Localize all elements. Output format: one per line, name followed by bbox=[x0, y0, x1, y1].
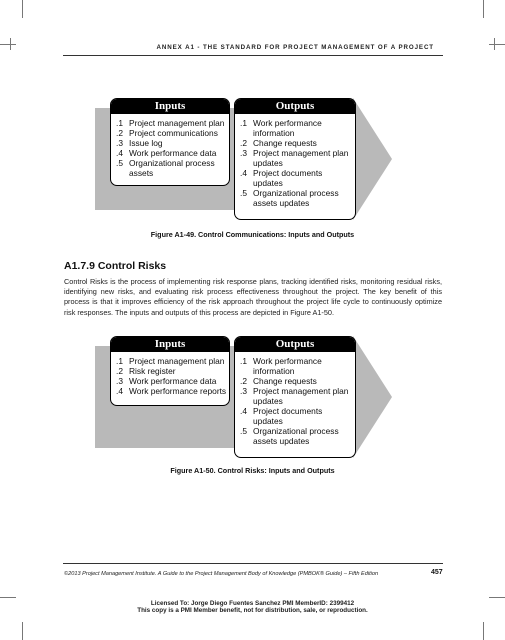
header-rule bbox=[63, 55, 443, 56]
item-number: .4 bbox=[116, 148, 123, 158]
section-body: Control Risks is the process of implementing risk response plans, tracking identified risks, monitoring residual risks, identifying new risks, and evaluating risk process effectiveness throughout the project. The key benefit of this process is that it improves efficiency of the risk approach throughout the project life cycle to continuously optimize risk responses. The inputs and outputs of this process are depicted in Figure A1-50. bbox=[64, 277, 442, 317]
list-item bbox=[235, 188, 355, 198]
item-number: .2 bbox=[116, 128, 123, 138]
item-number: .5 bbox=[240, 426, 247, 436]
outputs-title: Outputs bbox=[235, 337, 355, 352]
item-number: .3 bbox=[116, 138, 123, 148]
item-text: Risk register bbox=[129, 366, 176, 376]
figure-caption: Figure A1-49. Control Communications: Inputs and Outputs bbox=[150, 230, 355, 239]
item-number: .3 bbox=[240, 386, 247, 396]
item-text: Project management plan bbox=[129, 118, 225, 128]
item-text: Change requests bbox=[253, 376, 317, 386]
item-number: .1 bbox=[116, 356, 123, 366]
inputs-title: Inputs bbox=[111, 337, 229, 352]
list-item bbox=[235, 416, 355, 426]
list-item bbox=[111, 356, 229, 366]
list-item bbox=[235, 118, 355, 128]
list-item bbox=[235, 406, 355, 416]
item-text: Work performance reports bbox=[129, 386, 227, 396]
license-line: Licensed To: Jorge Diego Fuentes Sanchez PMI MemberID: 2399412 bbox=[150, 600, 355, 607]
item-number: .4 bbox=[116, 386, 123, 396]
item-text: Work performance bbox=[253, 118, 322, 128]
list-item bbox=[111, 118, 229, 128]
item-number: .1 bbox=[240, 118, 247, 128]
list-item bbox=[235, 436, 355, 446]
list-item bbox=[111, 148, 229, 158]
list-item bbox=[235, 168, 355, 178]
item-text: updates bbox=[253, 158, 283, 168]
item-text: Project documents bbox=[253, 168, 323, 178]
outputs-list bbox=[235, 352, 355, 446]
item-text: updates bbox=[253, 178, 283, 188]
item-number: .5 bbox=[240, 188, 247, 198]
item-text: information bbox=[253, 366, 295, 376]
item-text: Work performance data bbox=[129, 148, 217, 158]
item-text: assets updates bbox=[253, 198, 310, 208]
list-item bbox=[111, 386, 229, 396]
list-item bbox=[235, 366, 355, 376]
item-number: .3 bbox=[116, 376, 123, 386]
item-text: information bbox=[253, 128, 295, 138]
list-item bbox=[235, 376, 355, 386]
outputs-box bbox=[234, 336, 356, 458]
crop-mark bbox=[483, 0, 484, 18]
item-number: .2 bbox=[240, 138, 247, 148]
list-item bbox=[235, 178, 355, 188]
item-text: Project management plan bbox=[253, 386, 349, 396]
item-text: Project documents bbox=[253, 406, 323, 416]
item-text: Organizational process bbox=[253, 426, 339, 436]
crop-mark bbox=[0, 597, 16, 598]
list-item bbox=[111, 168, 229, 178]
item-number: .3 bbox=[240, 148, 247, 158]
inputs-title: Inputs bbox=[111, 99, 229, 114]
outputs-title: Outputs bbox=[235, 99, 355, 114]
outputs-box bbox=[234, 98, 356, 220]
running-header: ANNEX A1 - THE STANDARD FOR PROJECT MANAGEMENT OF A PROJECT bbox=[156, 44, 434, 51]
item-text: Work performance bbox=[253, 356, 322, 366]
list-item bbox=[111, 158, 229, 168]
outputs-list bbox=[235, 114, 355, 208]
crop-mark bbox=[22, 622, 23, 640]
item-text: Issue log bbox=[129, 138, 163, 148]
item-number: .4 bbox=[240, 406, 247, 416]
item-text: updates bbox=[253, 416, 283, 426]
item-text: Work performance data bbox=[129, 376, 217, 386]
item-number: .2 bbox=[116, 366, 123, 376]
item-number: .5 bbox=[116, 158, 123, 168]
inputs-list bbox=[111, 114, 229, 178]
item-text: Project management plan bbox=[129, 356, 225, 366]
inputs-list bbox=[111, 352, 229, 396]
item-text: Organizational process bbox=[253, 188, 339, 198]
item-number: .4 bbox=[240, 168, 247, 178]
license-line: This copy is a PMI Member benefit, not for distribution, sale, or reproduction. bbox=[137, 607, 368, 614]
inputs-box bbox=[110, 98, 230, 186]
list-item bbox=[235, 198, 355, 208]
list-item bbox=[235, 426, 355, 436]
crop-mark bbox=[483, 622, 484, 640]
list-item bbox=[235, 138, 355, 148]
section-heading: A1.7.9 Control Risks bbox=[64, 260, 167, 272]
list-item bbox=[111, 376, 229, 386]
item-number: .2 bbox=[240, 376, 247, 386]
item-text: assets updates bbox=[253, 436, 310, 446]
footer-rule bbox=[63, 563, 443, 564]
item-number: .1 bbox=[240, 356, 247, 366]
item-number: .1 bbox=[116, 118, 123, 128]
crop-mark bbox=[489, 597, 505, 598]
list-item bbox=[235, 128, 355, 138]
crop-mark bbox=[22, 0, 23, 18]
page-number: 457 bbox=[431, 569, 443, 576]
list-item bbox=[235, 386, 355, 396]
copyright-notice: ©2013 Project Management Institute. A Guide to the Project Management Body of Knowledge (PMBOK® Guide) – Fifth Edition bbox=[64, 571, 379, 577]
item-text: Project management plan bbox=[253, 148, 349, 158]
list-item bbox=[235, 158, 355, 168]
list-item bbox=[111, 128, 229, 138]
list-item bbox=[235, 396, 355, 406]
list-item bbox=[111, 138, 229, 148]
item-text: assets bbox=[129, 168, 154, 178]
list-item bbox=[235, 356, 355, 366]
item-text: updates bbox=[253, 396, 283, 406]
item-text: Change requests bbox=[253, 138, 317, 148]
list-item bbox=[235, 148, 355, 158]
list-item bbox=[111, 366, 229, 376]
item-text: Project communications bbox=[129, 128, 218, 138]
inputs-box bbox=[110, 336, 230, 406]
figure-caption: Figure A1-50. Control Risks: Inputs and Outputs bbox=[170, 466, 335, 475]
item-text: Organizational process bbox=[129, 158, 215, 168]
